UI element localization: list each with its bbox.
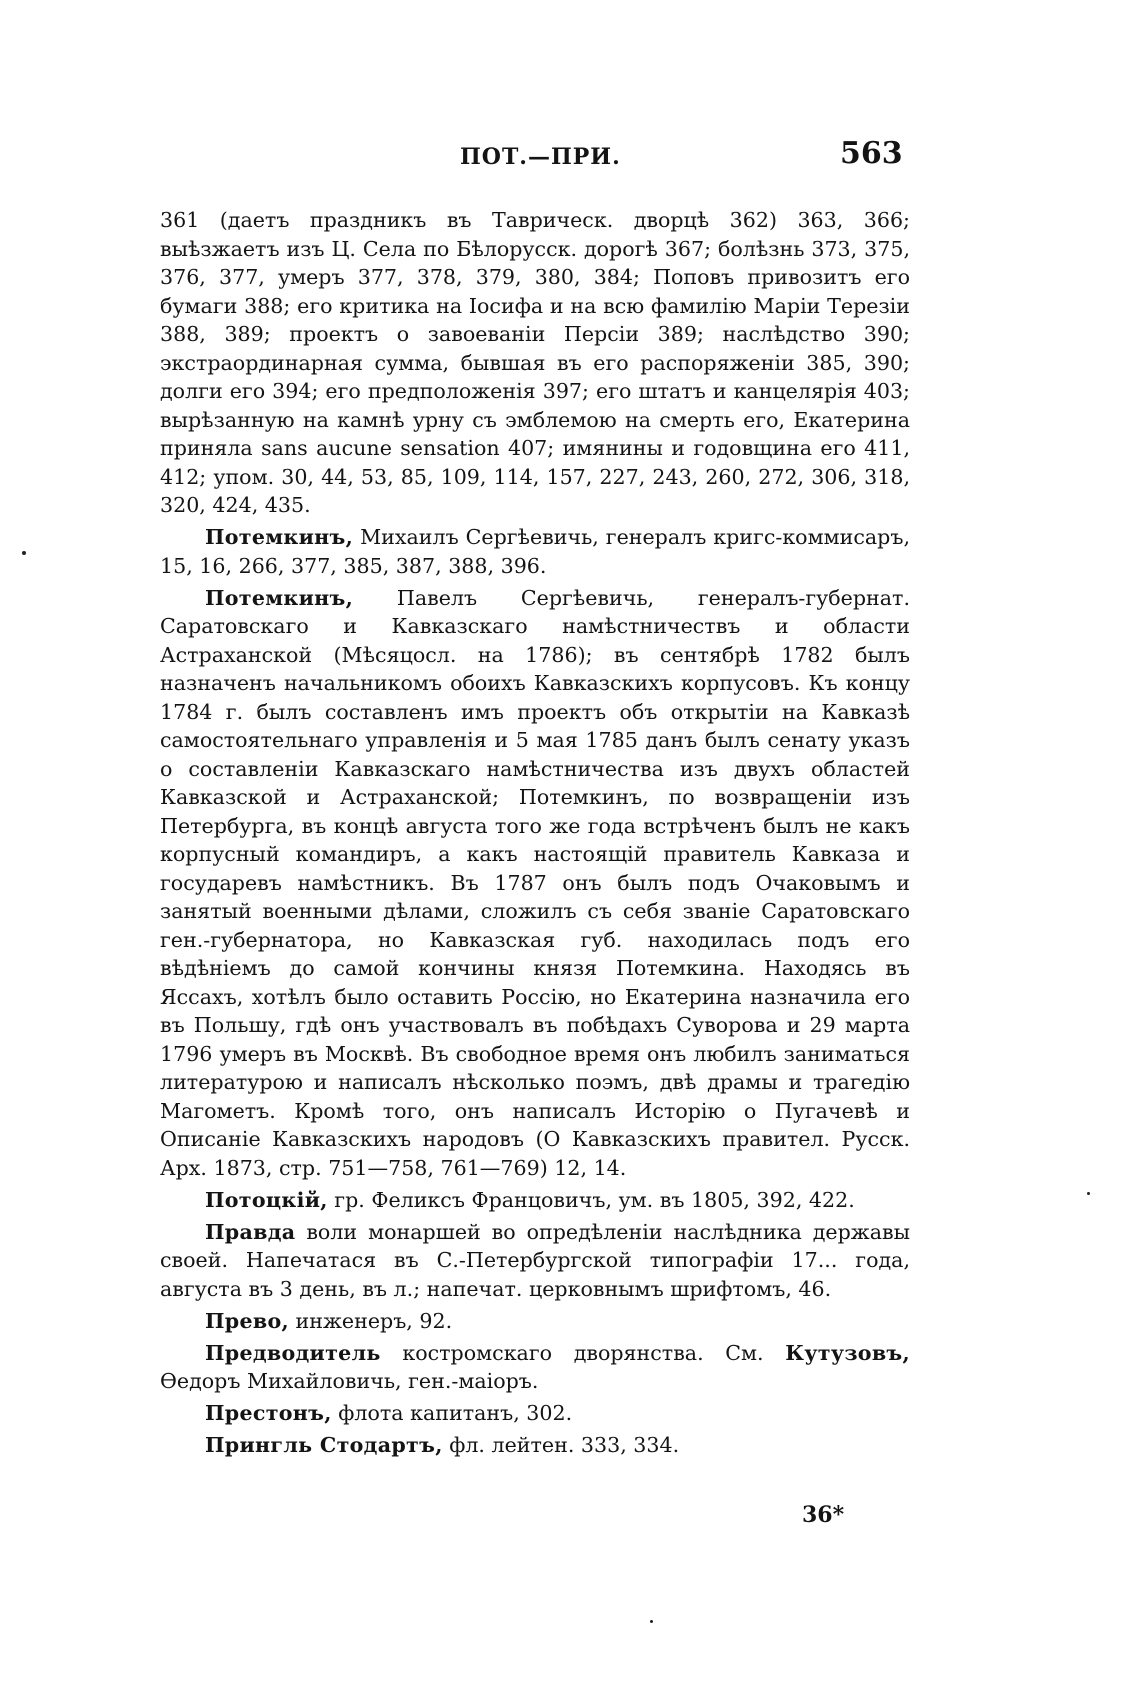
entry-text: Михаилъ Сергѣевичь, генералъ кригс-коммисаръ, 15, 16, 266, 377, 385, 387, 388, 396.	[160, 525, 910, 578]
index-entry-potemkin-mikhail	[160, 523, 910, 580]
entry-text: воли монаршей во опредѣленіи наслѣдника державы своей. Напечатася въ С.-Петербургской типографіи 17... года, августа въ 3 день, въ л.; напечат. церковнымъ шрифтомъ, 46.	[160, 1219, 910, 1301]
index-entry-pringle	[160, 1431, 910, 1460]
entry-headword: Потемкинъ,	[205, 525, 354, 549]
entry-headword: Предводитель	[205, 1340, 381, 1365]
entry-text: Павелъ Сергѣевичь, генералъ-губернат. Саратовскаго и Кавказскаго намѣстничествъ и области Астраханской (Мѣсяцосл. на 1786); въ сентябрѣ 1782 былъ назначенъ начальникомъ обоихъ Кавказскихъ корпусовъ. Къ концу 1784 г. былъ составленъ имъ проектъ объ открытіи на Кавказѣ самостоятельнаго управленія и 5 мая 1785 данъ былъ сенату указъ о составленіи Кавказскаго намѣстничества изъ двухъ областей Кавказской и Астраханской; Потемкинъ, по возвращеніи изъ Петербурга, въ концѣ августа того же года встрѣченъ былъ не какъ корпусный командиръ, а какъ настоящій правитель Кавказа и государевъ намѣстникъ. Въ 1787 онъ былъ подъ Очаковымъ и занятый военными дѣлами, сложилъ съ себя званіе Саратовскаго ген.-губернатора, но Кавказская губ. находилась подъ его вѣдѣніемъ до самой кончины князя Потемкина. Находясь въ Яссахъ, хотѣлъ было оставить Россію, но Екатерина назначила его въ Польшу, гдѣ онъ участвовалъ въ побѣдахъ Суворова и 29 марта 1796 умеръ въ Москвѣ. Въ свободное время онъ любилъ заниматься литературою и написалъ нѣсколько поэмъ, двѣ драмы и трагедію Магометъ. Кромѣ того, онъ написалъ Исторію о Пугачевѣ и Описаніе Кавказскихъ народовъ (О Кавказскихъ правител. Русск. Арх. 1873, стр. 751—758, 761—769) 12, 14.	[160, 585, 910, 1180]
entry-headword: Потемкинъ,	[205, 585, 354, 610]
index-entry-potemkin-pavel	[160, 584, 910, 1183]
entry-text: инженеръ, 92.	[288, 1308, 453, 1333]
entry-text: костромскаго дворянства. См.	[380, 1340, 786, 1365]
page-number: 563	[840, 136, 903, 171]
running-title: ПОТ.—ПРИ.	[460, 144, 621, 170]
entry-text: гр. Феликсъ Францовичъ, ум. въ 1805, 392, 422.	[327, 1187, 855, 1212]
index-entry-pototsky	[160, 1186, 910, 1215]
entry-text: 361 (даетъ праздникъ въ Таврическ. дворцѣ 362) 363, 366; выѣзжаетъ изъ Ц. Села по Бѣлорусск. дорогѣ 367; болѣзнь 373, 375, 376, 377, умеръ 377, 378, 379, 380, 384; Поповъ привозитъ его бумаги 388; его критика на Іосифа и на всю фамилію Маріи Терезіи 388, 389; проектъ о завоеваніи Персіи 389; наслѣдство 390; экстраординарная сумма, бывшая въ его распоряженіи 385, 390; долги его 394; его предположенія 397; его штатъ и канцелярія 403; вырѣзанную на камнѣ урну съ эмблемою на смерть его, Екатерина приняла sans aucune sensation 407; имянины и годовщина его 411, 412; упом. 30, 44, 53, 85, 109, 114, 157, 227, 243, 260, 272, 306, 318, 320, 424, 435.	[160, 208, 910, 517]
index-entry-predvoditel	[160, 1339, 910, 1396]
entry-text: Өедоръ Михайловичь, ген.-маіоръ.	[160, 1369, 539, 1393]
signature-mark: 36*	[802, 1502, 845, 1528]
entry-headword: Прево,	[205, 1308, 289, 1333]
index-entry-pravda	[160, 1218, 910, 1304]
index-entry-preston	[160, 1399, 910, 1428]
scan-speck	[22, 551, 26, 555]
entry-headword: Прингль Стодартъ,	[205, 1433, 443, 1457]
scan-speck	[1087, 1192, 1090, 1195]
entry-headword: Потоцкій,	[205, 1187, 328, 1212]
running-head	[0, 136, 1140, 176]
entry-cross-reference: Кутузовъ,	[785, 1340, 910, 1365]
entry-headword: Престонъ,	[205, 1401, 332, 1425]
entry-text: фл. лейтен. 333, 334.	[442, 1433, 680, 1457]
entry-headword: Правда	[205, 1219, 296, 1244]
entry-text: флота капитанъ, 302.	[331, 1401, 573, 1425]
index-text-block	[160, 206, 910, 1463]
scan-speck	[650, 1620, 653, 1623]
index-entry-prevo	[160, 1307, 910, 1336]
index-entry-continuation	[160, 206, 910, 520]
